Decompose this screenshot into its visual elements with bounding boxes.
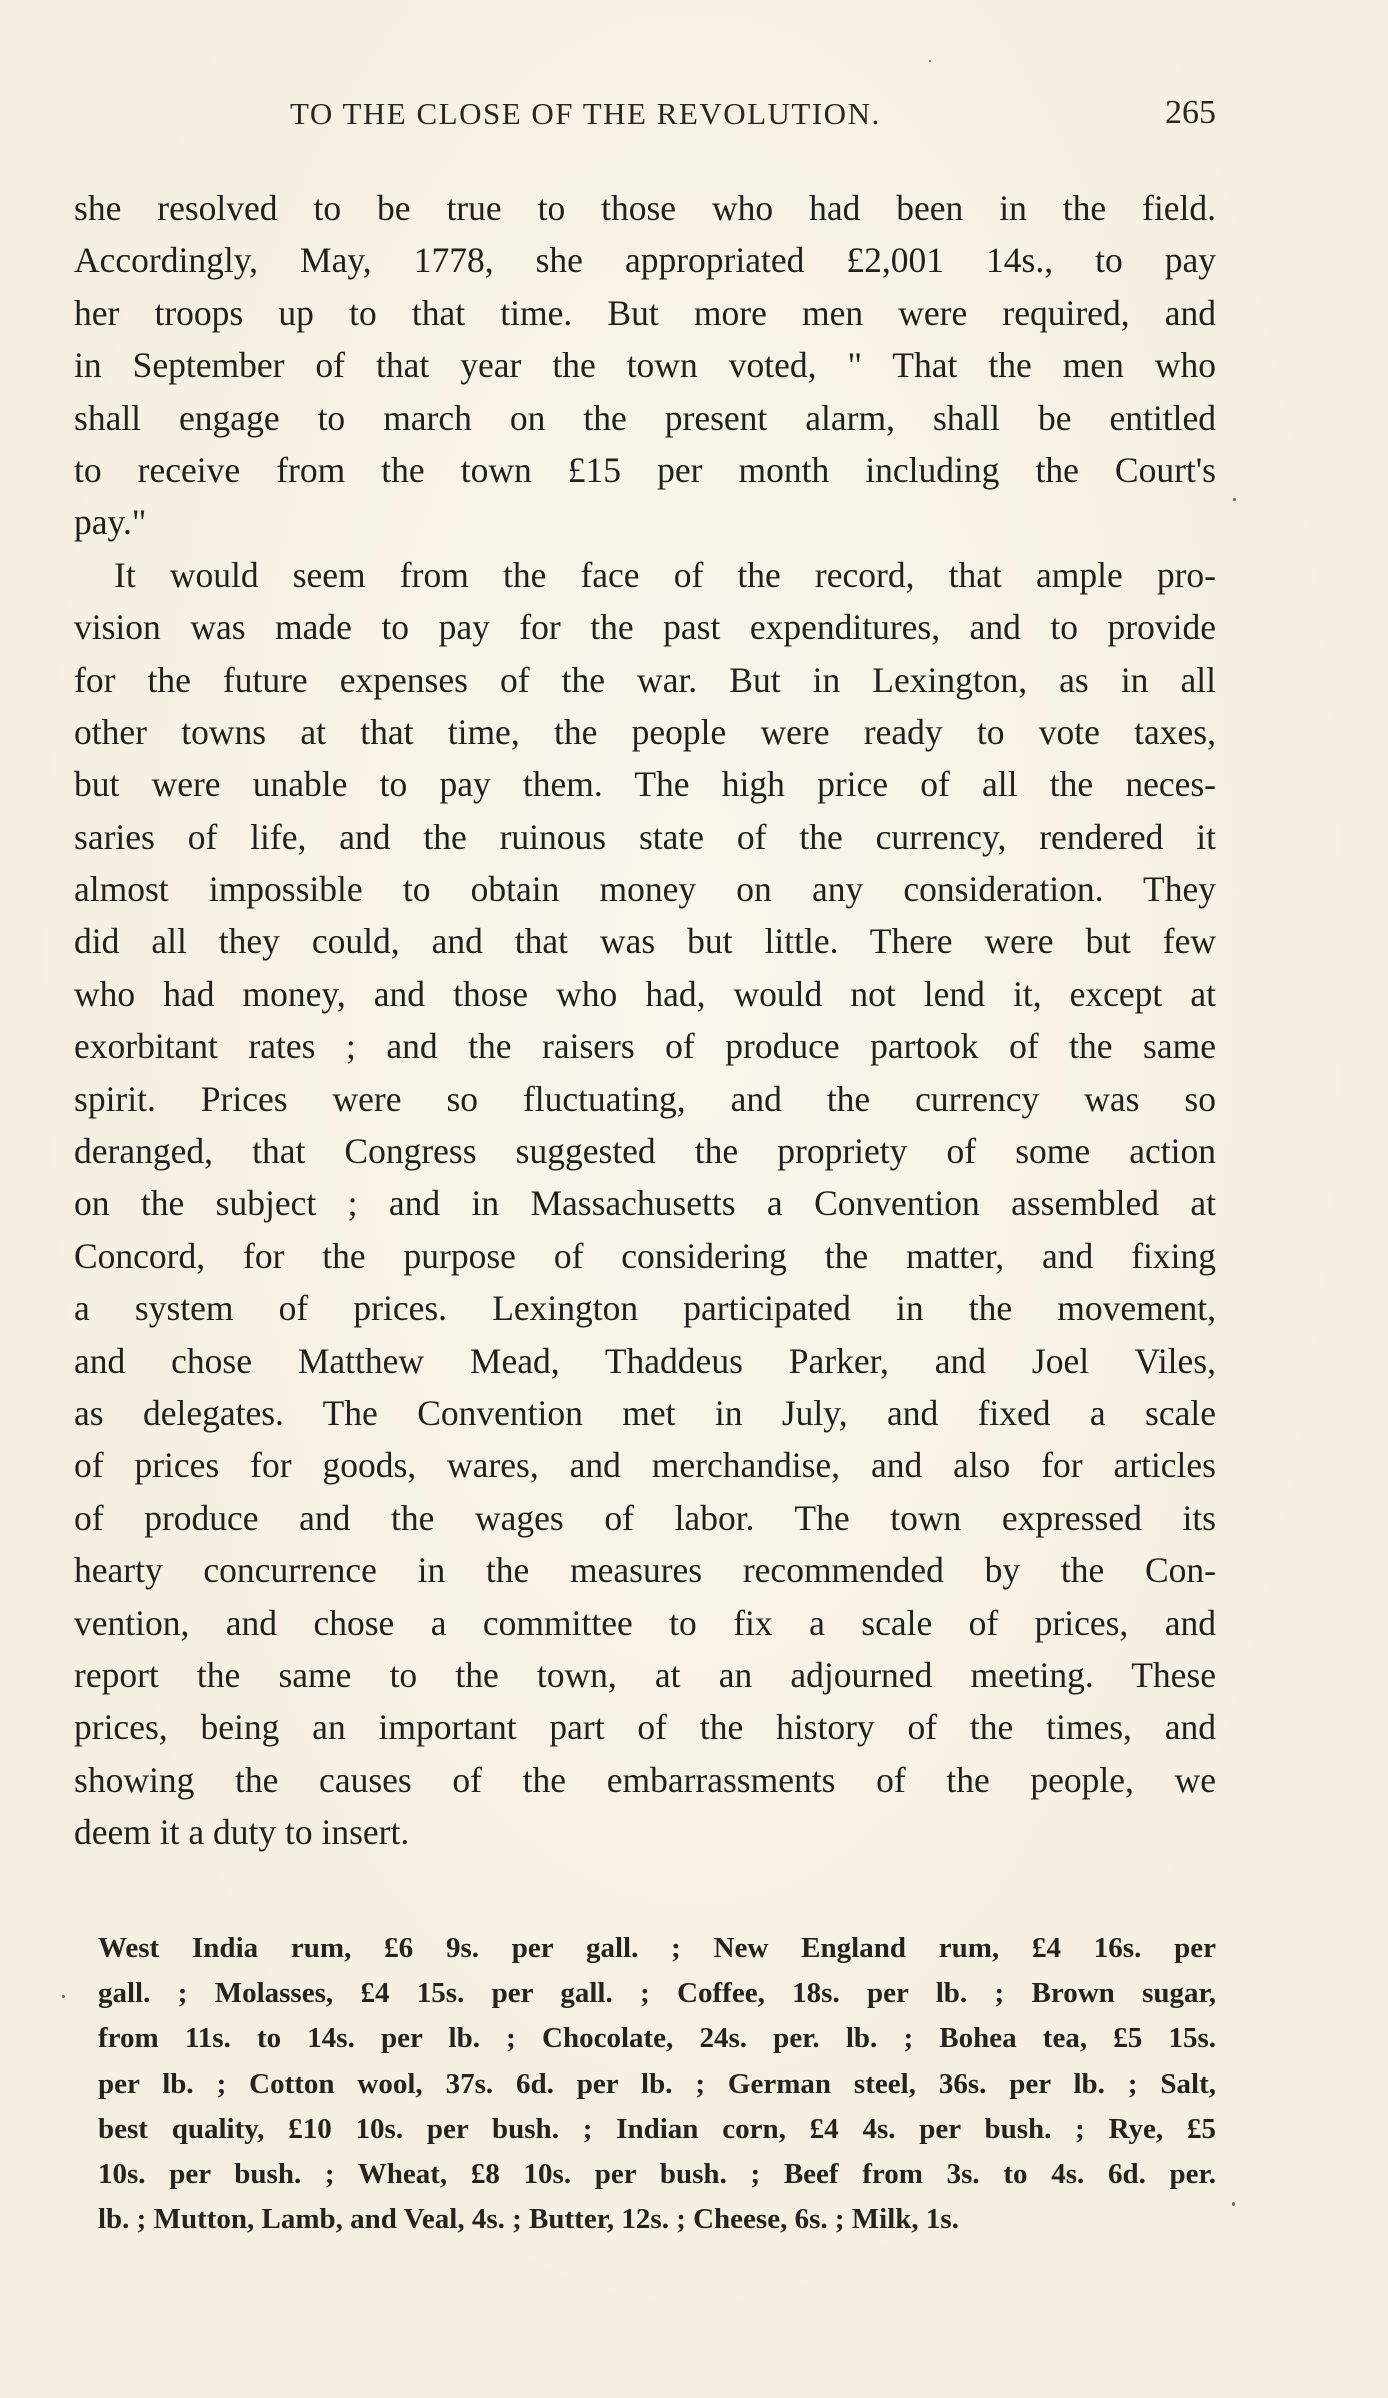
body-line: pay." (74, 502, 147, 543)
body-line: almost impossible to obtain money on any consideration. They (74, 869, 1216, 910)
body-line: showing the causes of the embarrassments of the people, we (74, 1759, 1216, 1800)
body-line: in September of that year the town voted, " That the men who (74, 345, 1216, 386)
price-list-line: from 11s. to 14s. per lb. ; Chocolate, 24s. per. lb. ; Bohea tea, £5 15s. (98, 2022, 1216, 2055)
body-line: and chose Matthew Mead, Thaddeus Parker, and Joel Viles, (74, 1340, 1216, 1381)
body-line: spirit. Prices were so fluctuating, and the currency was so (74, 1078, 1216, 1119)
ink-speck (62, 1995, 65, 1998)
ink-speck (929, 60, 931, 62)
body-line: deranged, that Congress suggested the propriety of some action (74, 1131, 1216, 1172)
price-list-line: best quality, £10 10s. per bush. ; Indian corn, £4 4s. per bush. ; Rye, £5 (98, 2112, 1216, 2145)
body-line: as delegates. The Convention met in July, and fixed a scale (74, 1392, 1216, 1433)
price-list-line: gall. ; Molasses, £4 15s. per gall. ; Coffee, 18s. per lb. ; Brown sugar, (98, 1977, 1216, 2010)
body-line: vision was made to pay for the past expenditures, and to provide (74, 607, 1216, 648)
price-list (98, 1926, 1216, 2242)
body-line: but were unable to pay them. The high price of all the neces- (74, 764, 1216, 805)
body-line: she resolved to be true to those who had been in the field. (74, 188, 1216, 228)
body-line: to receive from the town £15 per month including the Court's (74, 449, 1216, 490)
body-line: of produce and the wages of labor. The town expressed its (74, 1497, 1216, 1538)
body-line: deem it a duty to insert. (74, 1812, 410, 1853)
body-line: Concord, for the purpose of considering the matter, and fixing (74, 1235, 1216, 1276)
body-line: for the future expenses of the war. But in Lexington, as in all (74, 659, 1216, 700)
ink-speck (1232, 2202, 1235, 2206)
price-list-line: lb. ; Mutton, Lamb, and Veal, 4s. ; Butter, 12s. ; Cheese, 6s. ; Milk, 1s. (98, 2203, 959, 2236)
ink-speck (1233, 498, 1236, 501)
body-line: on the subject ; and in Massachusetts a Convention assembled at (74, 1183, 1216, 1224)
body-line: did all they could, and that was but little. There were but few (74, 921, 1216, 962)
body-line: who had money, and those who had, would not lend it, except at (74, 973, 1216, 1014)
body-line: hearty concurrence in the measures recommended by the Con- (74, 1550, 1216, 1591)
body-line: exorbitant rates ; and the raisers of produce partook of the same (74, 1026, 1216, 1067)
paragraph-start-line: It would seem from the face of the record, that ample pro- (114, 554, 1216, 595)
price-list-line: West India rum, £6 9s. per gall. ; New England rum, £4 16s. per (98, 1932, 1216, 1964)
price-list-line: per lb. ; Cotton wool, 37s. 6d. per lb. ; German steel, 36s. per lb. ; Salt, (98, 2067, 1216, 2100)
body-line: a system of prices. Lexington participated in the movement, (74, 1288, 1216, 1329)
body-line: other towns at that time, the people were ready to vote taxes, (74, 711, 1216, 752)
page-number: 265 (1165, 94, 1216, 131)
price-list-line: 10s. per bush. ; Wheat, £8 10s. per bush. ; Beef from 3s. to 4s. 6d. per. (98, 2157, 1216, 2190)
body-text (74, 182, 1216, 1859)
body-line: prices, being an important part of the history of the times, and (74, 1707, 1216, 1748)
body-line: vention, and chose a committee to fix a scale of prices, and (74, 1602, 1216, 1643)
body-line: report the same to the town, at an adjourned meeting. These (74, 1654, 1216, 1695)
body-line: saries of life, and the ruinous state of the currency, rendered it (74, 816, 1216, 857)
body-line: of prices for goods, wares, and merchandise, and also for articles (74, 1445, 1216, 1486)
body-line: her troops up to that time. But more men were required, and (74, 292, 1216, 333)
running-title: TO THE CLOSE OF THE REVOLUTION. (290, 96, 881, 131)
body-line: shall engage to march on the present alarm, shall be entitled (74, 397, 1216, 438)
running-head (74, 96, 1216, 148)
body-line: Accordingly, May, 1778, she appropriated £2,001 14s., to pay (74, 240, 1216, 281)
